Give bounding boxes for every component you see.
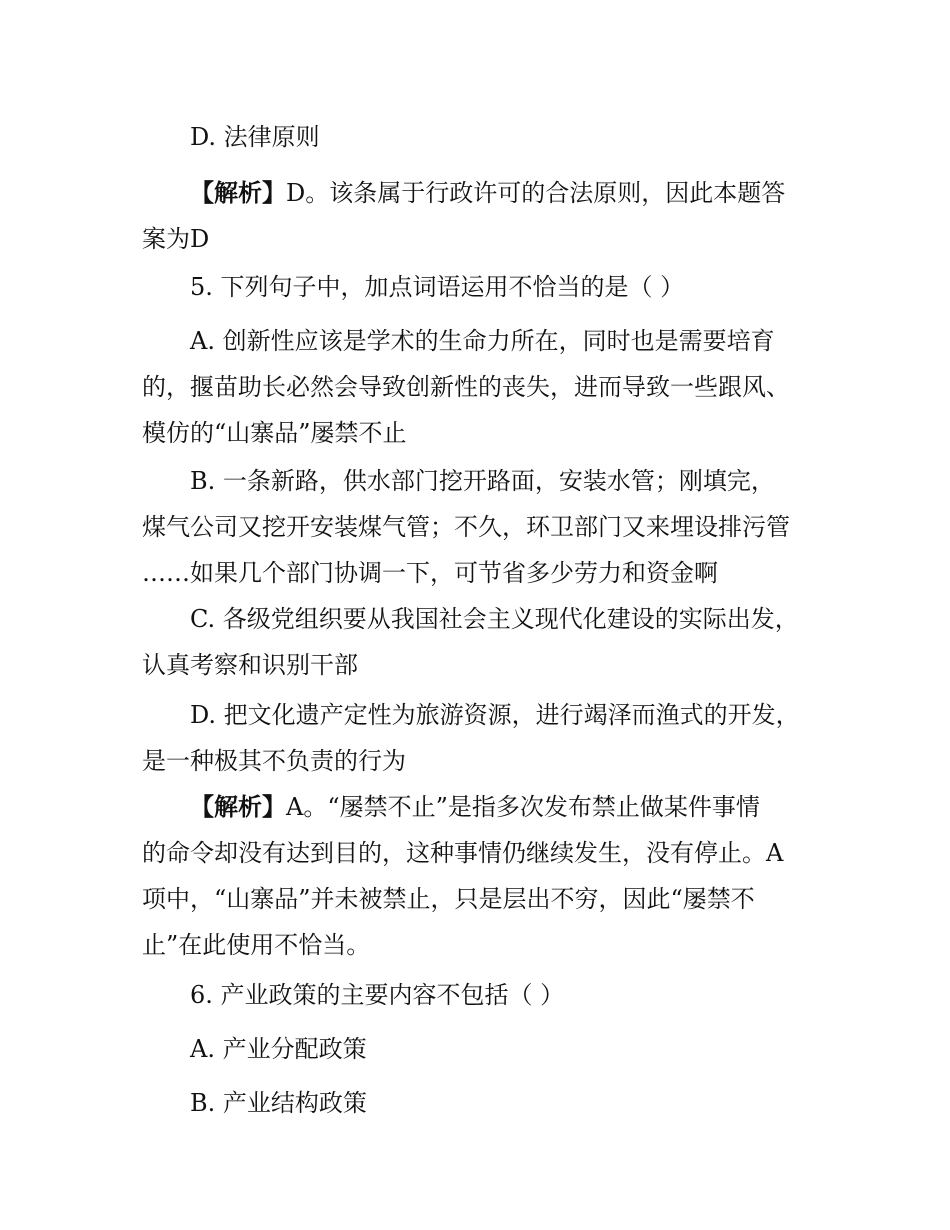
q6-option-b: B. 产业结构政策 xyxy=(190,1089,367,1117)
q5-stem: 5. 下列句子中，加点词语运用不恰当的是（ ） xyxy=(190,273,685,301)
q4-option-d: D. 法律原则 xyxy=(190,123,320,151)
analysis-label: 【解析】 xyxy=(190,178,286,207)
q5-option-d: D. 把文化遗产定性为旅游资源，进行竭泽而渔式的开发， 是一种极其不负责的行为 xyxy=(142,701,800,775)
q5-option-a: A. 创新性应该是学术的生命力所在，同时也是需要培育 的，揠苗助长必然会导致创新性的丧失，进而导致一些跟风、 模仿的“山寨品”屡禁不止 xyxy=(142,327,790,447)
analysis-label: 【解析】 xyxy=(190,792,286,821)
q4-analysis: 【解析】D。该条属于行政许可的合法原则，因此本题答 案为D xyxy=(142,178,786,253)
q6-stem: 6. 产业政策的主要内容不包括（ ） xyxy=(190,981,565,1009)
q5-option-b: B. 一条新路，供水部门挖开路面，安装水管；刚填完， 煤气公司又挖开安装煤气管；不久，环卫部门又来埋设排污管 ……如果几个部门协调一下，可节省多少劳力和资金啊 xyxy=(142,467,790,587)
q5-option-c: C. 各级党组织要从我国社会主义现代化建设的实际出发， 认真考察和识别干部 xyxy=(142,605,799,679)
q5-analysis: 【解析】A。“屡禁不止”是指多次发布禁止做某件事情 的命令却没有达到目的，这种事情仍继续发生，没有停止。A 项中，“山寨品”并未被禁止，只是层出不穷，因此“屡禁不 止”在此使用不恰当。 xyxy=(142,792,784,959)
q6-option-a: A. 产业分配政策 xyxy=(190,1035,367,1063)
